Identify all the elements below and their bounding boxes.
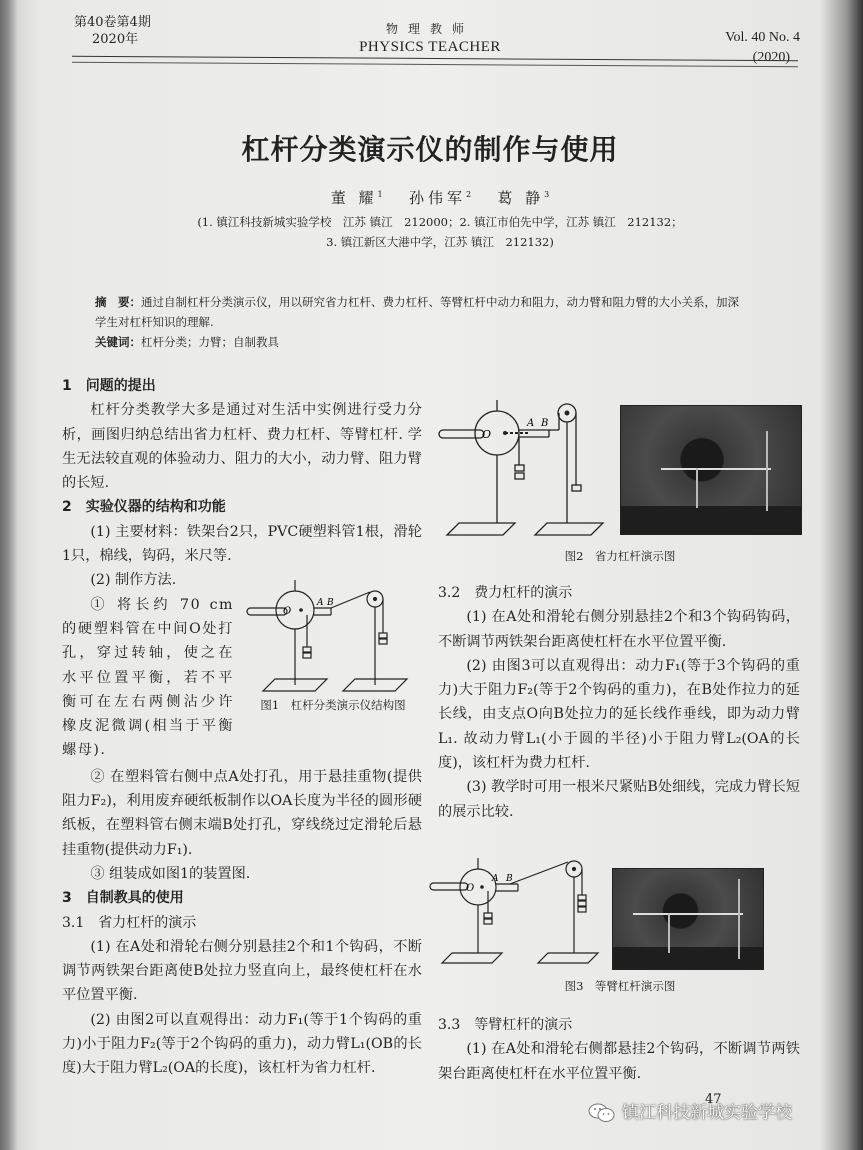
- page-number: 47: [705, 1092, 722, 1107]
- year-cn: 2020年: [92, 32, 139, 47]
- paragraph: ③ 组装成如图1的装置图.: [90, 865, 251, 882]
- author-list: [240, 187, 640, 208]
- volume-en: Vol. 40 No. 4: [725, 30, 800, 45]
- journal-name-en: PHYSICS TEACHER: [359, 39, 501, 55]
- label-b: B: [541, 418, 549, 429]
- figure-2-caption: 图2 省力杠杆演示图: [564, 549, 676, 563]
- subsection-heading: 3.2 费力杠杆的演示: [438, 585, 573, 601]
- paragraph: (1) 在A处和滑轮右侧都悬挂2个钩码，不断调节两铁架台距离使杠杆在水平位置平衡.: [438, 1041, 800, 1082]
- label-o: O: [466, 883, 475, 894]
- journal-name: [330, 20, 530, 56]
- subsection-heading: 3.1 省力杠杆的演示: [62, 914, 197, 931]
- watermark: [588, 1098, 792, 1123]
- section-heading: 3 自制教具的使用: [62, 890, 184, 907]
- author: 孙伟军: [408, 189, 466, 207]
- paragraph: (3) 教学时可用一根米尺紧贴B处细线，完成力臂长短的展示比较.: [438, 779, 800, 820]
- paragraph: (2) 由图3可以直观得出：动力F₁(等于3个钩码的重力)大于阻力F₂(等于2个钩码的重力)，在B处作拉力的延长线，由支点O向B处拉力的延长线作垂线，即为动力臂L₁. 故动力臂L₁(小于圆的半径)小于阻力臂L₂(OA的长度)，该杠杆为费力杠杆.: [438, 657, 800, 772]
- author: 葛 静: [497, 189, 545, 207]
- author-sup: 2: [465, 190, 472, 199]
- issue-info: [74, 14, 151, 48]
- label-b: B: [327, 598, 334, 608]
- figure-2-photo: [620, 405, 802, 535]
- left-column: [62, 374, 422, 1081]
- volume-cn: 第40卷第4期: [74, 15, 151, 30]
- keywords-label: 关键词：: [95, 335, 141, 349]
- section-heading: 1 问题的提出: [62, 378, 156, 394]
- label-b: B: [506, 874, 513, 884]
- affiliation-line: 3. 镇江新区大港中学，江苏 镇江 212132): [326, 235, 554, 249]
- right-column-bottom: [438, 1013, 800, 1086]
- section-heading: 2 实验仪器的结构和功能: [62, 499, 226, 516]
- subsection-heading: 3.3 等臂杠杆的演示: [438, 1017, 573, 1033]
- label-a: A: [492, 874, 499, 884]
- author-sup: 3: [544, 190, 550, 199]
- watermark-text: 镇江科技新城实验学校: [622, 1103, 792, 1123]
- year-en: (2020): [752, 50, 790, 65]
- abstract-label: 摘 要：: [95, 295, 141, 309]
- abstract-text: 通过自制杠杆分类演示仪，用以研究省力杠杆、费力杠杆、等臂杠杆中动力和阻力，动力臂和阻力臂的大小关系，加深学生对杠杆知识的理解.: [95, 295, 739, 329]
- paragraph: (2) 制作方法.: [90, 572, 177, 589]
- label-a: A: [527, 418, 535, 429]
- abstract-block: [95, 292, 750, 352]
- affiliations: [140, 212, 740, 252]
- paragraph: 杠杆分类教学大多是通过对生活中实例进行受力分析，画图归纳总结出省力杠杆、费力杠杆、等臂杠杆. 学生无法较直观的体验动力、阻力的大小，动力臂、阻力臂的长短.: [62, 402, 422, 492]
- author: 董 耀: [330, 189, 378, 207]
- figure-2-diagram: [437, 395, 612, 540]
- figure-3-photo: [612, 868, 764, 970]
- wechat-icon: [588, 1103, 616, 1123]
- journal-name-cn: 物理教师: [385, 22, 474, 36]
- figure-1-diagram: [245, 575, 425, 695]
- paragraph: (1) 在A处和滑轮右侧分别悬挂2个和3个钩码钩码，不断调节两铁架台距离使杠杆在水平位置平衡.: [438, 609, 800, 650]
- paragraph: (2) 由图2可以直观得出：动力F₁(等于1个钩码的重力)小于阻力F₂(等于2个钩码的重力)，动力臂L₁(OB的长度)大于阻力臂L₂(OA的长度)，该杠杆为省力杠杆.: [62, 1011, 422, 1077]
- paragraph: (1) 在A处和滑轮右侧分别悬挂2个和1个钩码，不断调节两铁架台距离使B处拉力竖直向上，最终使杠杆在水平位置平衡.: [62, 938, 422, 1004]
- label-o: O: [283, 606, 292, 617]
- paragraph: ① 将长约 70 cm 的硬塑料管在中间O处打孔，穿过转轴，使之在水平位置平衡，若不平衡可在左右两侧沾少许橡皮泥微调(相当于平衡螺母).: [62, 596, 234, 759]
- figure-3-caption: 图3 等臂杠杆演示图: [564, 979, 676, 993]
- paragraph: (1) 主要材料：铁架台2只，PVC硬塑料管1根，滑轮1只，棉线，钩码，米尺等.: [62, 523, 422, 565]
- right-column: [438, 581, 800, 824]
- article-title: 杠杆分类演示仪的制作与使用: [241, 133, 619, 166]
- label-o: O: [482, 428, 492, 441]
- figure-3-diagram: [428, 855, 608, 965]
- affiliation-line: (1. 镇江科技新城实验学校 江苏 镇江 212000；2. 镇江市伯先中学，江苏 镇江 212132；: [197, 215, 683, 229]
- header-rule: [72, 56, 798, 67]
- paragraph: ② 在塑料管右侧中点A处打孔，用于悬挂重物(提供阻力F₂)，利用废弃硬纸板制作以OA长度为半径的圆形硬纸板，在塑料管右侧末端B处打孔，穿线绕过定滑轮后悬挂重物(提供动力F₁).: [62, 768, 422, 858]
- author-sup: 1: [377, 190, 383, 199]
- keywords-text: 杠杆分类；力臂；自制教具: [141, 335, 279, 349]
- figure-1-caption: 图1 杠杆分类演示仪结构图: [260, 698, 406, 712]
- label-a: A: [317, 598, 324, 608]
